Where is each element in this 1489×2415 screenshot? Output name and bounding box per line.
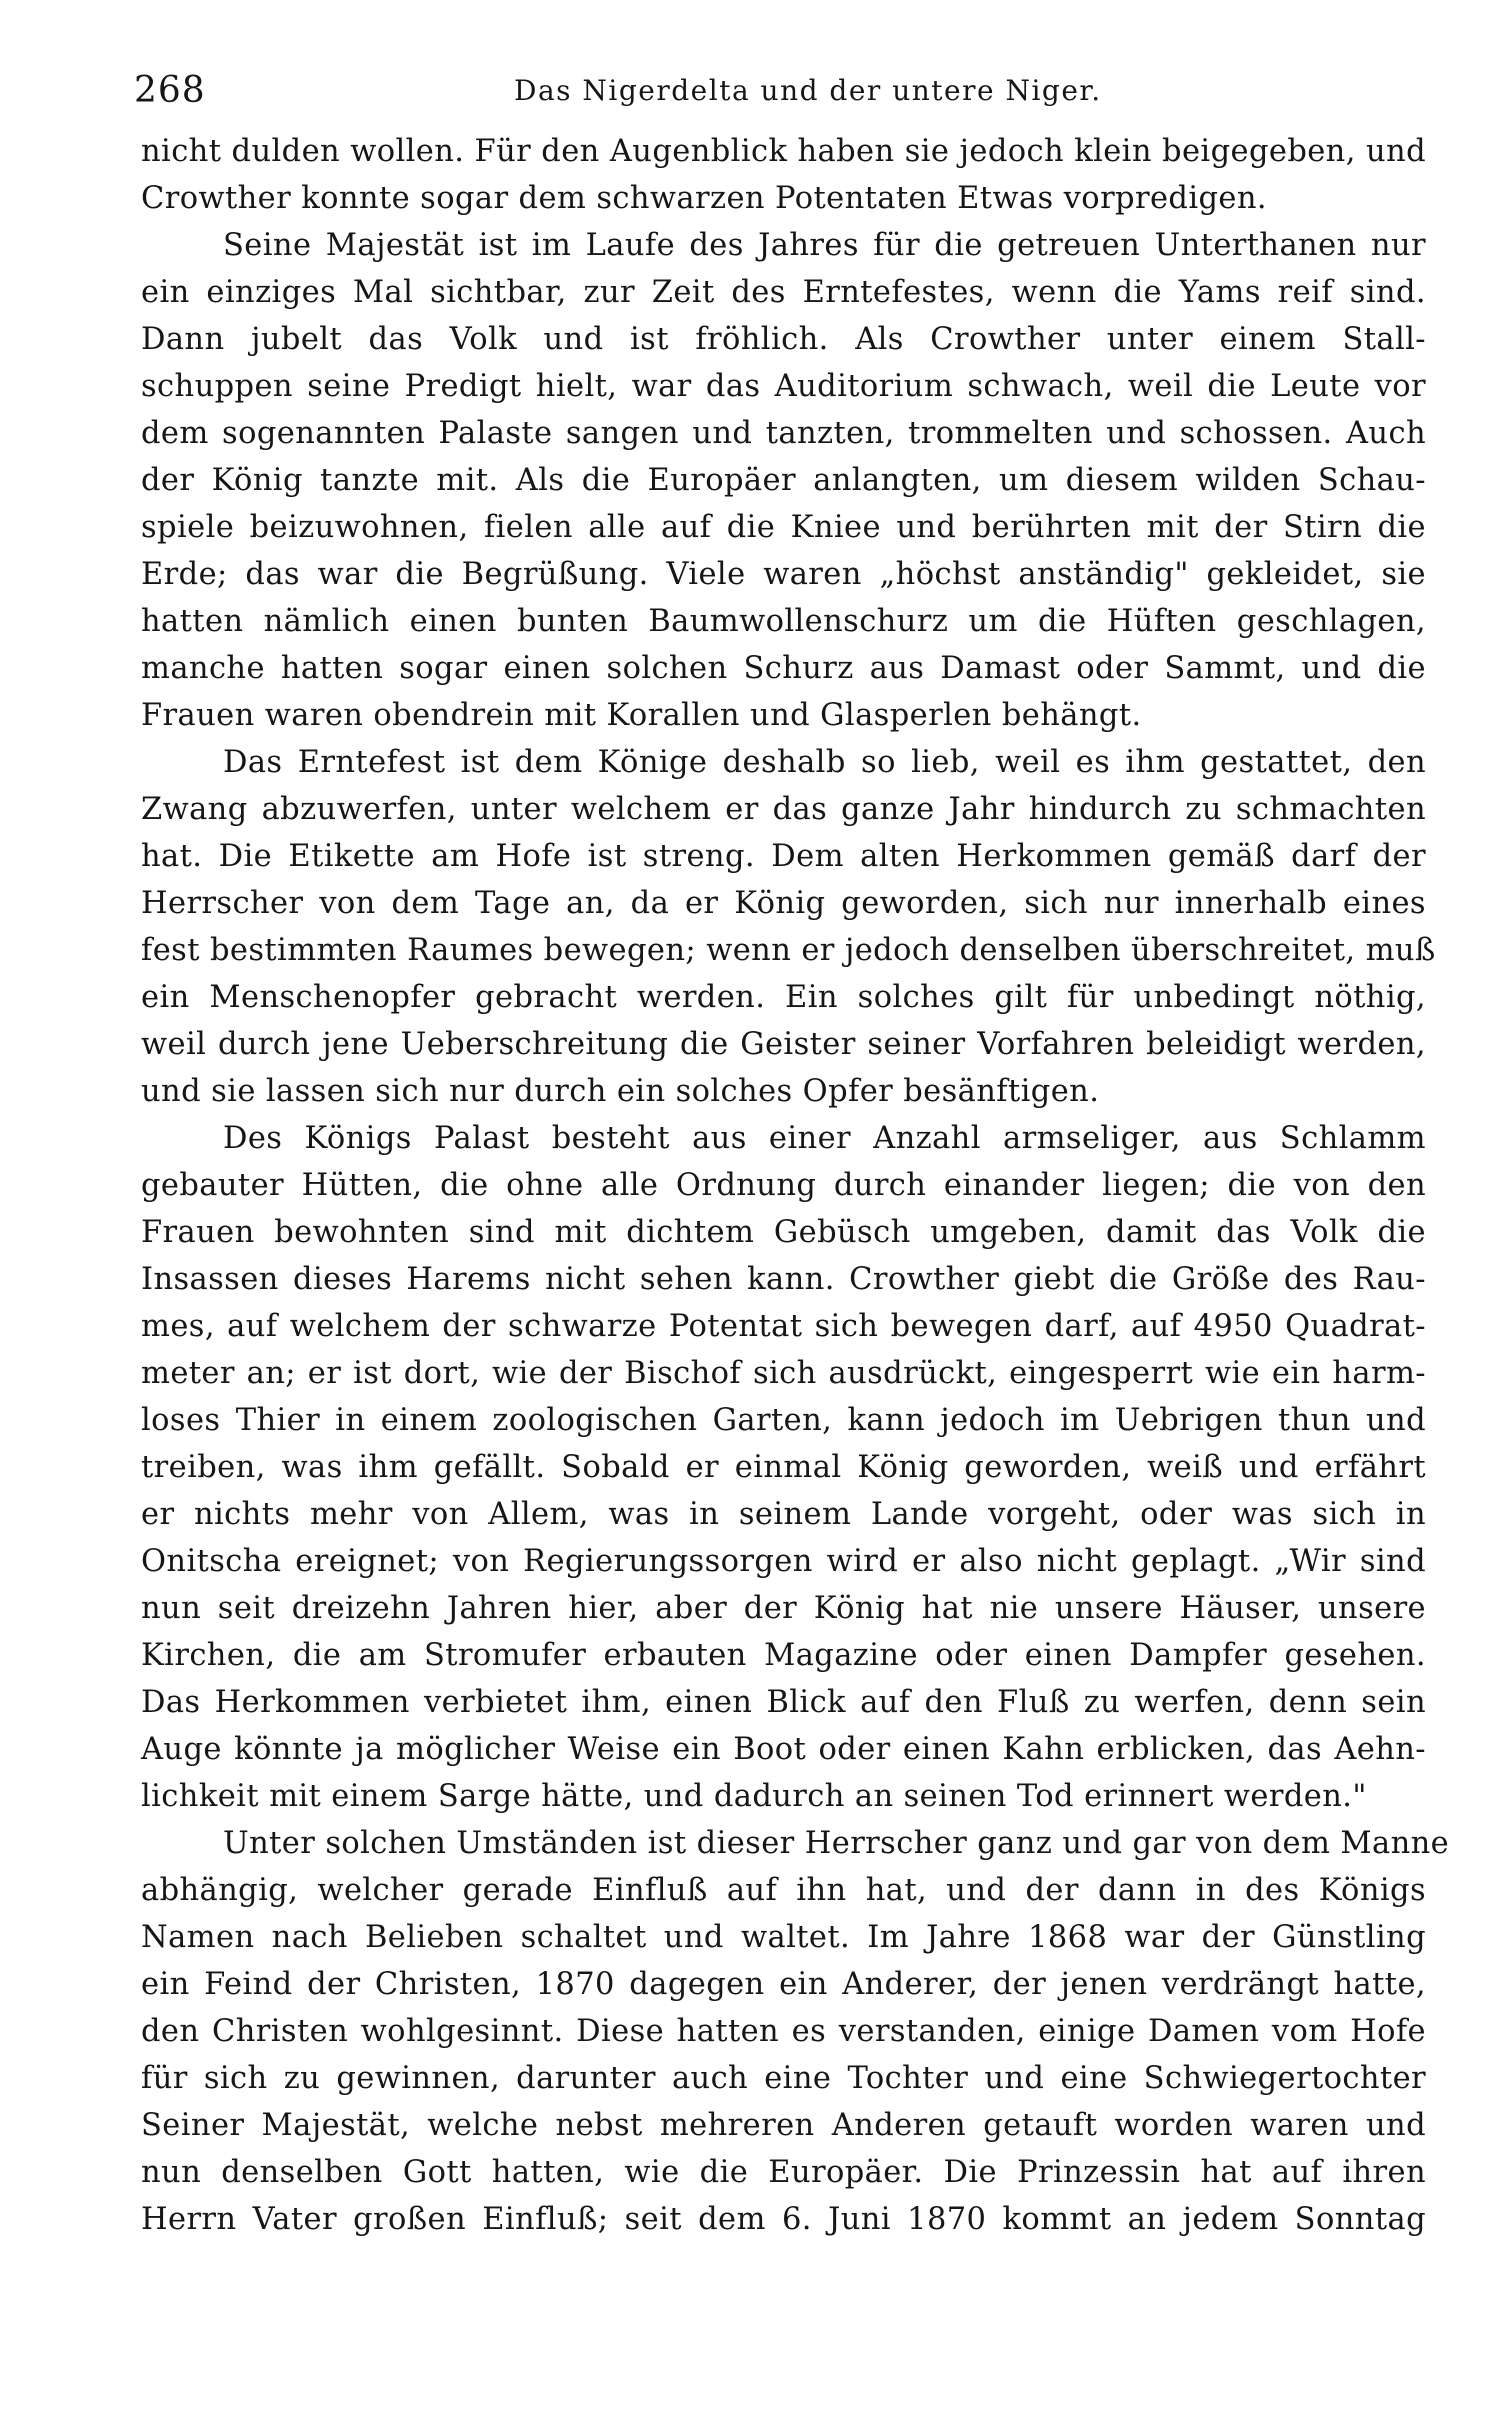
text-line: dem sogenannten Palaste sangen und tanzten, trommelten und schossen. Auch (141, 416, 1426, 451)
text-line: loses Thier in einem zoologischen Garten, kann jedoch im Uebrigen thun und (141, 1403, 1426, 1438)
text-line: hatten nämlich einen bunten Baumwollenschurz um die Hüften geschlagen, (141, 604, 1426, 639)
text-line: abhängig, welcher gerade Einfluß auf ihn hat, und der dann in des Königs (141, 1873, 1426, 1908)
text-line: er nichts mehr von Allem, was in seinem Lande vorgeht, oder was sich in (141, 1497, 1426, 1532)
text-line: ein Menschenopfer gebracht werden. Ein solches gilt für unbedingt nöthig, (141, 980, 1426, 1015)
text-line: der König tanzte mit. Als die Europäer anlangten, um diesem wilden Schau- (141, 463, 1426, 498)
text-line: manche hatten sogar einen solchen Schurz aus Damast oder Sammt, und die (141, 651, 1426, 686)
text-line: den Christen wohlgesinnt. Diese hatten es verstanden, einige Damen vom Hofe (141, 2014, 1426, 2049)
text-line: für sich zu gewinnen, darunter auch eine Tochter und eine Schwiegertochter (141, 2061, 1426, 2096)
text-line: weil durch jene Ueberschreitung die Geister seiner Vorfahren beleidigt werden, (141, 1027, 1426, 1062)
text-line: Des Königs Palast besteht aus einer Anzahl armseliger, aus Schlamm (223, 1121, 1426, 1156)
text-line: Onitscha ereignet; von Regierungssorgen wird er also nicht geplagt. „Wir sind (141, 1544, 1426, 1579)
text-line: Erde; das war die Begrüßung. Viele waren „höchst anständig" gekleidet, sie (141, 557, 1426, 592)
text-line: gebauter Hütten, die ohne alle Ordnung durch einander liegen; die von den (141, 1168, 1426, 1203)
body-text (141, 128, 1450, 2243)
text-line: mes, auf welchem der schwarze Potentat sich bewegen darf, auf 4950 Quadrat- (141, 1309, 1426, 1344)
text-line: nun seit dreizehn Jahren hier, aber der König hat nie unsere Häuser, unsere (141, 1591, 1426, 1626)
text-line: lichkeit mit einem Sarge hätte, und dadurch an seinen Tod erinnert werden." (141, 1779, 1367, 1814)
text-line: nun denselben Gott hatten, wie die Europäer. Die Prinzessin hat auf ihren (141, 2155, 1426, 2190)
text-line: treiben, was ihm gefällt. Sobald er einmal König geworden, weiß und erfährt (141, 1450, 1426, 1485)
text-line: Frauen bewohnten sind mit dichtem Gebüsch umgeben, damit das Volk die (141, 1215, 1426, 1250)
text-line: Seine Majestät ist im Laufe des Jahres für die getreuen Unterthanen nur (223, 228, 1426, 263)
text-line: und sie lassen sich nur durch ein solches Opfer besänftigen. (141, 1074, 1100, 1109)
text-line: ein Feind der Christen, 1870 dagegen ein Anderer, der jenen verdrängt hatte, (141, 1967, 1426, 2002)
text-line: meter an; er ist dort, wie der Bischof sich ausdrückt, eingesperrt wie ein harm- (141, 1356, 1426, 1391)
text-line: ein einziges Mal sichtbar, zur Zeit des Erntefestes, wenn die Yams reif sind. (141, 275, 1426, 310)
text-line: Insassen dieses Harems nicht sehen kann. Crowther giebt die Größe des Rau- (141, 1262, 1426, 1297)
text-line: Kirchen, die am Stromufer erbauten Magazine oder einen Dampfer gesehen. (141, 1638, 1426, 1673)
text-line: Frauen waren obendrein mit Korallen und Glasperlen behängt. (141, 698, 1142, 733)
page-header (134, 64, 1424, 124)
text-line: Namen nach Belieben schaltet und waltet. Im Jahre 1868 war der Günstling (141, 1920, 1426, 1955)
text-line: schuppen seine Predigt hielt, war das Auditorium schwach, weil die Leute vor (141, 369, 1426, 404)
text-line: nicht dulden wollen. Für den Augenblick haben sie jedoch klein beigegeben, und (141, 134, 1426, 169)
text-line: Zwang abzuwerfen, unter welchem er das ganze Jahr hindurch zu schmachten (141, 792, 1426, 827)
text-line: fest bestimmten Raumes bewegen; wenn er jedoch denselben überschreitet, muß (141, 933, 1436, 968)
text-line: Das Herkommen verbietet ihm, einen Blick auf den Fluß zu werfen, denn sein (141, 1685, 1426, 1720)
running-title: Das Nigerdelta und der untere Niger. (514, 74, 1102, 107)
text-line: Herrn Vater großen Einfluß; seit dem 6. Juni 1870 kommt an jedem Sonntag (141, 2202, 1426, 2237)
page-number: 268 (134, 70, 206, 111)
text-line: Dann jubelt das Volk und ist fröhlich. Als Crowther unter einem Stall- (141, 322, 1426, 357)
text-line: Herrscher von dem Tage an, da er König geworden, sich nur innerhalb eines (141, 886, 1426, 921)
text-line: Das Erntefest ist dem Könige deshalb so lieb, weil es ihm gestattet, den (223, 745, 1426, 780)
text-line: Auge könnte ja möglicher Weise ein Boot oder einen Kahn erblicken, das Aehn- (141, 1732, 1426, 1767)
text-line: hat. Die Etikette am Hofe ist streng. Dem alten Herkommen gemäß darf der (141, 839, 1426, 874)
text-line: spiele beizuwohnen, fielen alle auf die Kniee und berührten mit der Stirn die (141, 510, 1426, 545)
text-line: Crowther konnte sogar dem schwarzen Potentaten Etwas vorpredigen. (141, 181, 1267, 216)
text-line: Unter solchen Umständen ist dieser Herrscher ganz und gar von dem Manne (223, 1826, 1450, 1861)
text-line: Seiner Majestät, welche nebst mehreren Anderen getauft worden waren und (141, 2108, 1426, 2143)
